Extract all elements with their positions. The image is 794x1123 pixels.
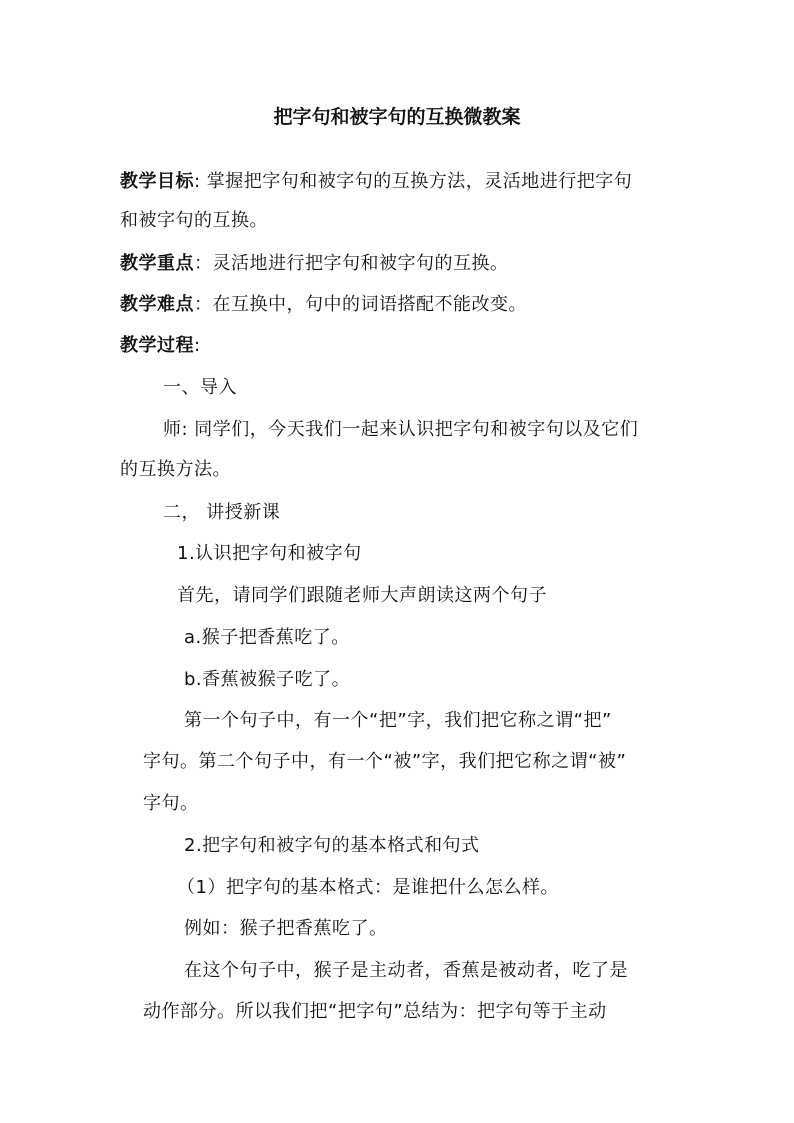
- teaching-goal-line-2: 和被字句的互换。: [120, 210, 268, 231]
- subsection-2-heading: 2.把字句和被字句的基本格式和句式: [184, 835, 480, 856]
- teaching-difficulty-text: ：在互换中，句中的词语搭配不能改变。: [194, 294, 527, 315]
- example-sentence-a: a.猴子把香蕉吃了。: [184, 627, 350, 648]
- teaching-focus-label: 教学重点: [120, 253, 194, 274]
- section-1-heading: 一、导入: [163, 377, 237, 398]
- teacher-intro-line-2: 的互换方法。: [120, 459, 231, 480]
- teaching-process-label: 教学过程: [120, 335, 194, 356]
- teaching-process-colon: :: [194, 335, 201, 356]
- teaching-focus-text: ：灵活地进行把字句和被字句的互换。: [194, 253, 509, 274]
- explanation-line-2: 字句。第二个句子中，有一个“被”字，我们把它称之谓“被”: [143, 751, 627, 772]
- teaching-difficulty-label: 教学难点: [120, 294, 194, 315]
- section-2-heading: 二， 讲授新课: [163, 502, 281, 523]
- teaching-goal-label: 教学目标: [120, 171, 194, 192]
- example-intro-line: 例如：猴子把香蕉吃了。: [184, 918, 388, 939]
- analysis-line-1: 在这个句子中，猴子是主动者，香蕉是被动者，吃了是: [184, 960, 628, 981]
- example-sentence-b: b.香蕉被猴子吃了。: [184, 669, 351, 690]
- format-1-line: （1）把字句的基本格式：是谁把什么怎么样。: [177, 877, 559, 898]
- analysis-line-2: 动作部分。所以我们把“把字句”总结为：把字句等于主动: [143, 1001, 607, 1022]
- read-instruction: 首先，请同学们跟随老师大声朗读这两个句子: [177, 585, 547, 606]
- teaching-goal-line-1: [120, 170, 632, 194]
- explanation-line-3: 字句。: [143, 793, 199, 814]
- subsection-1-heading: 1.认识把字句和被字句: [177, 543, 362, 564]
- document-title: 把字句和被字句的互换微教案: [273, 106, 521, 128]
- teaching-focus-line: [120, 252, 509, 276]
- teacher-intro-line-1: 师: 同学们，今天我们一起来认识把字句和被字句以及它们: [163, 419, 639, 440]
- teaching-difficulty-line: [120, 293, 527, 317]
- teaching-goal-text: : 掌握把字句和被字句的互换方法，灵活地进行把字句: [194, 171, 633, 192]
- teaching-process-line: [120, 334, 201, 358]
- explanation-line-1: 第一个句子中，有一个“把”字，我们把它称之谓“把”: [184, 710, 612, 731]
